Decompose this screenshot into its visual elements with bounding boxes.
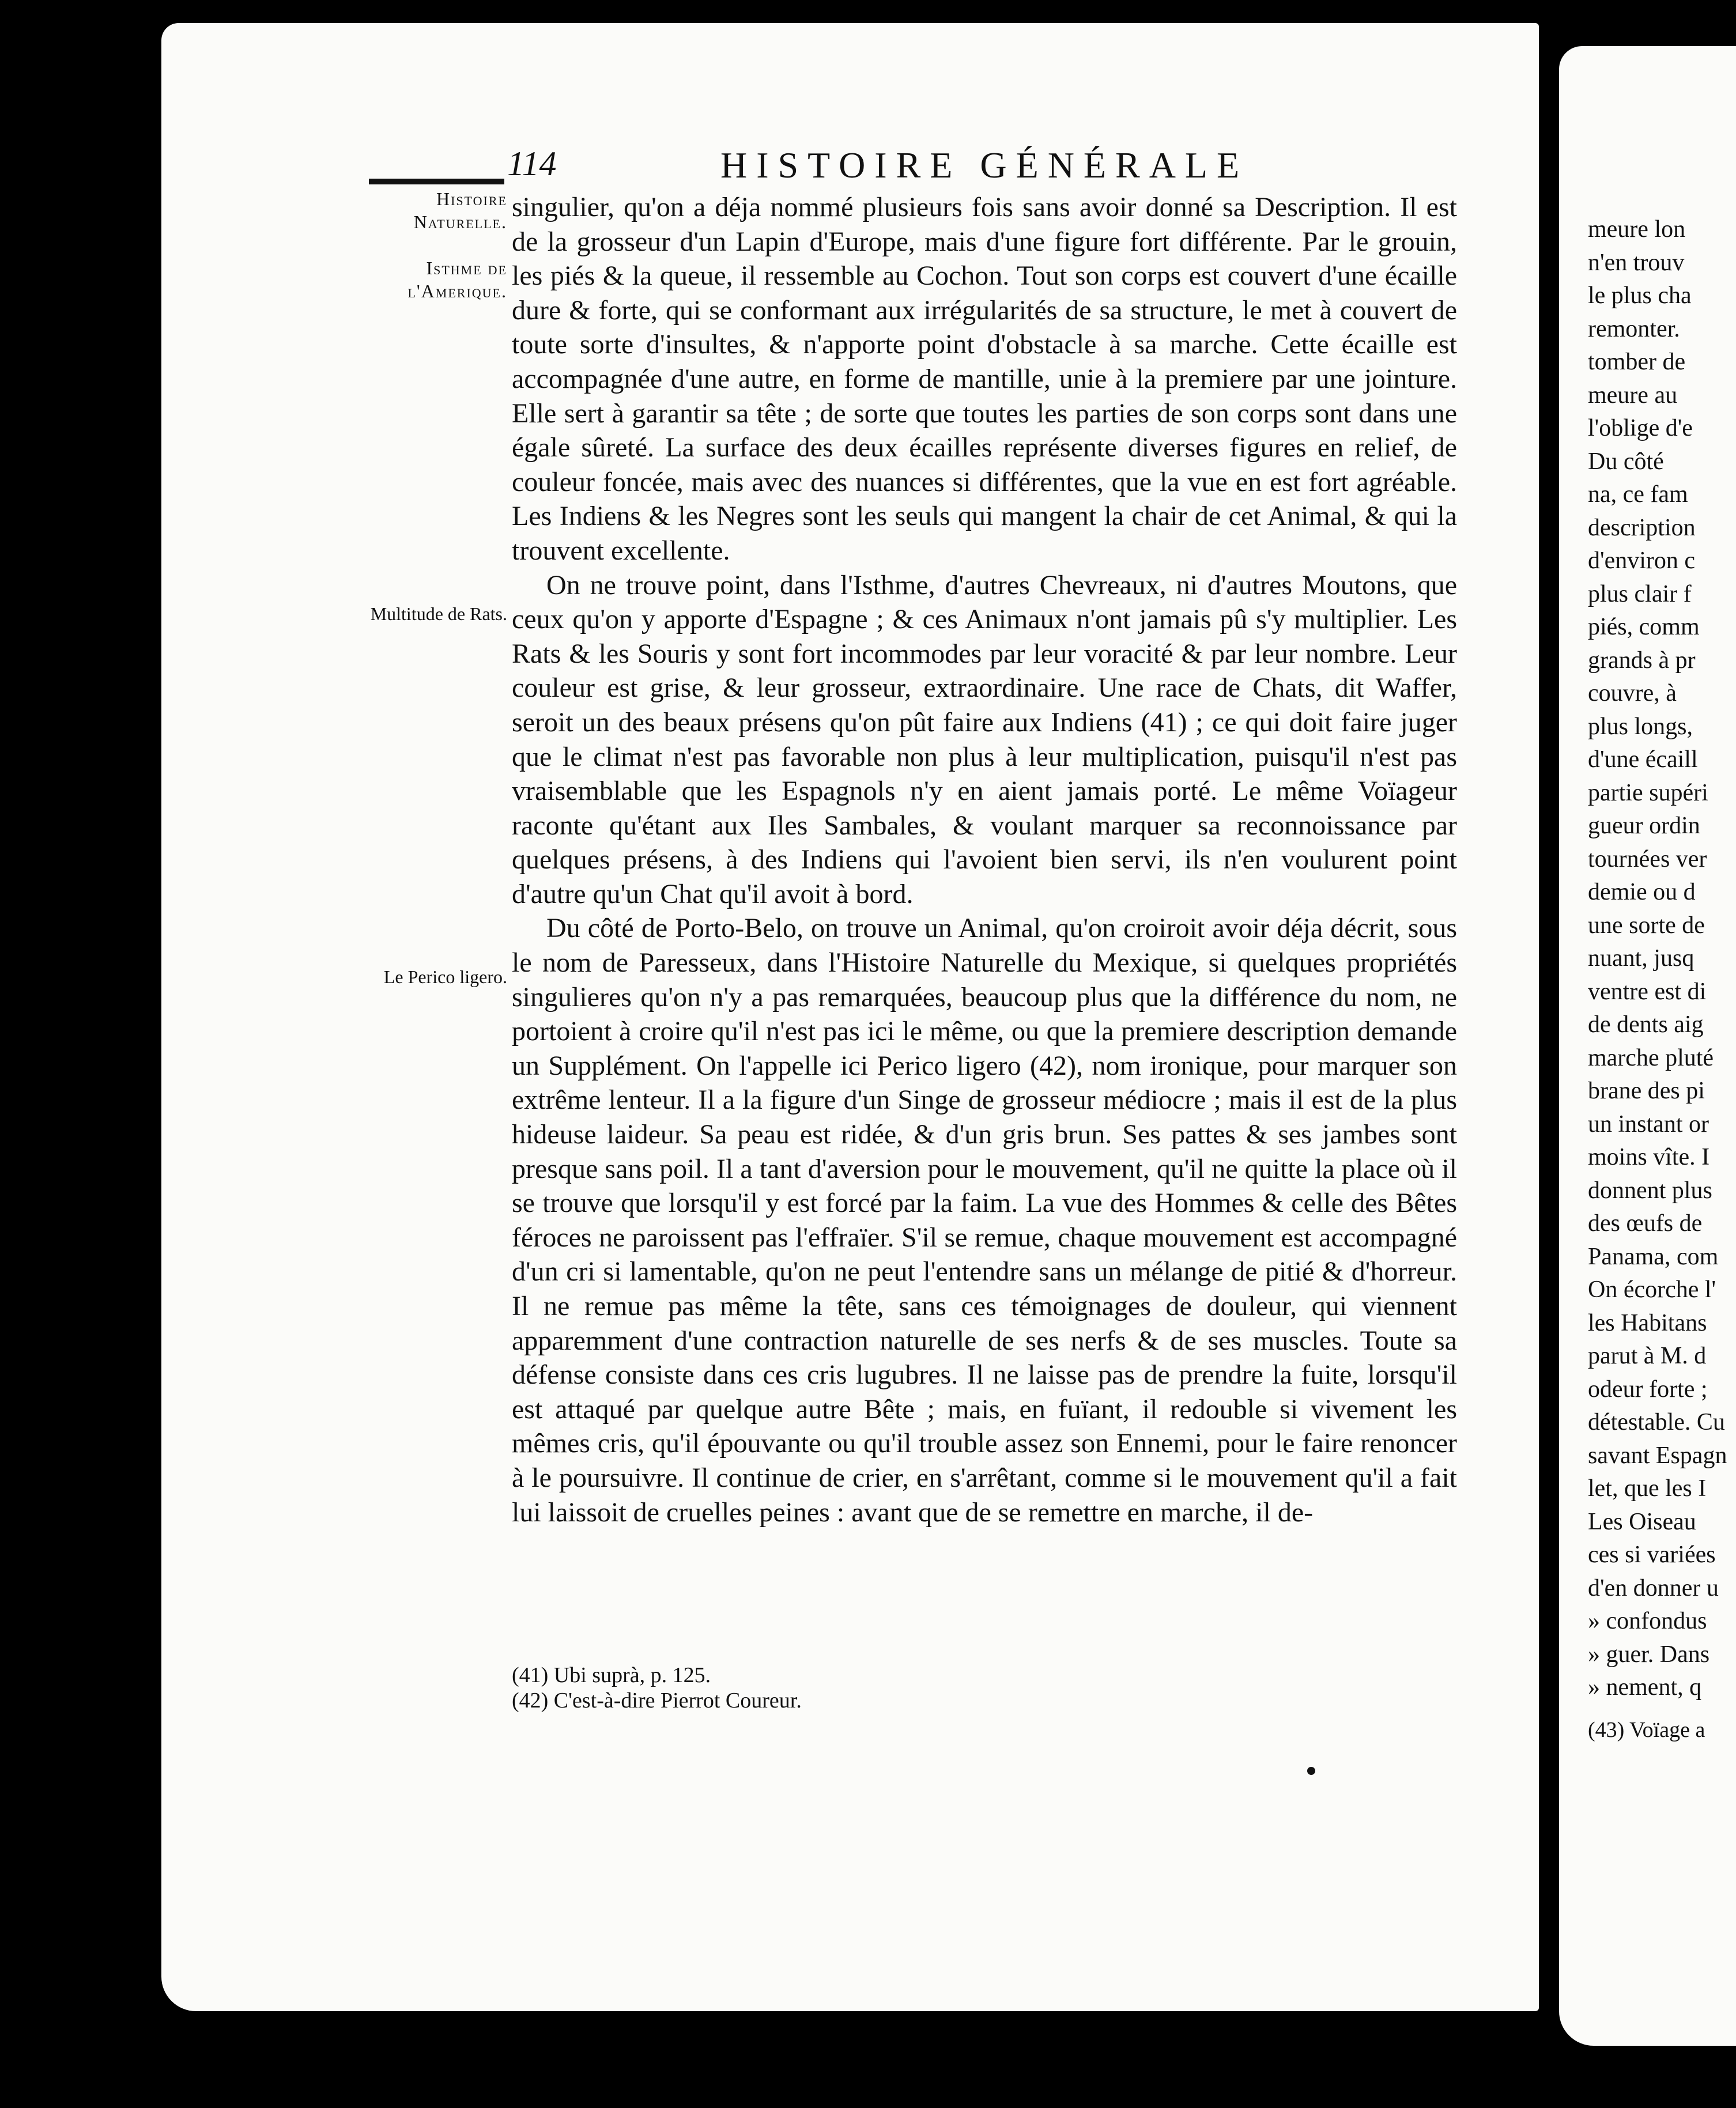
facing-page-line: Les Oiseau — [1588, 1508, 1696, 1535]
facing-page-line: savant Espagn — [1588, 1442, 1727, 1469]
facing-page-line: de dents aig — [1588, 1011, 1704, 1038]
facing-page-line: ces si variées — [1588, 1542, 1716, 1568]
facing-page-line: On écorche l' — [1588, 1276, 1716, 1303]
facing-page-line: remonter. — [1588, 315, 1680, 342]
facing-page-line: let, que les I — [1588, 1475, 1707, 1502]
facing-page-line: plus clair f — [1588, 580, 1692, 607]
facing-page-line: Du côté — [1588, 448, 1664, 475]
facing-page-line: n'en trouv — [1588, 249, 1685, 276]
paragraph-perico: Du côté de Porto-Belo, on trouve un Animal, qu'on croiroit avoir déja décrit, sous le nom de Paresseux, dans l'Histoire Naturelle du Mexique, si quelques propriétés singulieres qu'on n'y a pas remarquées, beaucoup plus que la différence du nom, ne portoient à croire qu'il n'est pas ici le même, ou que la premiere description demande un Supplément. On l'appelle ici Perico ligero (42), nom ironique, pour marquer son extrême lenteur. Il a la figure d'un Singe de grosseur médiocre ; mais il est de la plus hideuse laideur. Sa peau est ridée, & d'un gris brun. Ses pattes & ses jambes sont presque sans poil. Il a tant d'aversion pour le mouvement, qu'il ne quitte la place où il se trouve que lorsqu'il y est forcé par la faim. La vue des Hommes & celle des Bêtes féroces ne paroissent pas l'effraïer. S'il se remue, chaque mouvement est accompagné d'un cri si lamentable, qu'on ne peut l'entendre sans un mélange de pitié & d'horreur. Il ne remue pas même la tête, sans ces témoignages de douleur, qui viennent apparemment d'une contraction naturelle de ses nerfs & de ses muscles. Toute sa défense consiste dans ces cris lugubres. Il ne laisse pas de prendre la fuite, lorsqu'il est attaqué par quelque autre Bête ; mais, en fuïant, il redouble si vivement les mêmes cris, qu'il épouvante ou qu'il trouble assez son Ennemi, pour le faire renoncer à le poursuivre. Il continue de crier, en s'arrêtant, comme si le mouvement qu'il a fait lui laissoit de cruelles peines : avant que de se remettre en marche, il de- — [512, 913, 1457, 1528]
facing-page-line: d'environ c — [1588, 547, 1696, 574]
facing-page-line: des œufs de — [1588, 1210, 1703, 1237]
facing-page-line: na, ce fam — [1588, 481, 1688, 508]
facing-page-line: » confondus — [1588, 1608, 1707, 1634]
facing-page-line: brane des pi — [1588, 1078, 1705, 1104]
facing-page-line: couvre, à — [1588, 680, 1677, 707]
facing-page-line: nuant, jusq — [1588, 945, 1695, 972]
page-number: 114 — [507, 145, 557, 183]
facing-page-line: les Habitans — [1588, 1309, 1707, 1336]
facing-page-line: gueur ordin — [1588, 813, 1700, 839]
facing-page-footnote: (43) Voïage a — [1588, 1718, 1705, 1742]
page-header — [507, 144, 1452, 196]
facing-page-line: moins vîte. I — [1588, 1144, 1710, 1170]
facing-page-line: partie supéri — [1588, 779, 1708, 806]
facing-page-line: détestable. Cu — [1588, 1409, 1725, 1435]
facing-page-line: » guer. Dans — [1588, 1641, 1710, 1668]
facing-page-line: tomber de — [1588, 349, 1686, 375]
paragraph-rats: On ne trouve point, dans l'Isthme, d'autres Chevreaux, ni d'autres Moutons, que ceux qu'on y apporte d'Espagne ; & ces Animaux n'ont jamais pû s'y multiplier. Les Rats & les Souris y sont fort incommodes par leur voracité & par leur nombre. Leur couleur est grise, & leur grosseur, extraordinaire. Une race de Chats, dit Waffer, seroit un des beaux présens qu'on pût faire aux Indiens (41) ; ce qui doit faire juger que le climat n'est pas favorable non plus à leur multiplication, puisqu'il n'est pas vraisemblable que les Espagnols n'y en aient jamais porté. Le même Voïageur raconte qu'étant aux Iles Sambales, & voulant marquer sa reconnoissance par quelques présens, à des Indiens qui l'avoient bien servi, ils n'en voulurent point d'autre qu'un Chat qu'il avoit à bord. — [512, 569, 1457, 909]
facing-page-line: » nement, q — [1588, 1674, 1702, 1701]
margin-note-histoire-naturelle: Histoire Naturelle. — [413, 188, 507, 232]
facing-page-line: d'une écaill — [1588, 746, 1698, 773]
facing-page-line: meure au — [1588, 381, 1678, 409]
facing-page-text — [1588, 213, 1736, 1705]
facing-page-line: ventre est di — [1588, 978, 1707, 1005]
facing-page-line: odeur forte ; — [1588, 1376, 1708, 1403]
facing-page-line: un instant or — [1588, 1110, 1709, 1138]
facing-page-line: parut à M. d — [1588, 1343, 1707, 1369]
facing-page-line: l'oblige d'e — [1588, 415, 1693, 441]
running-title: HISTOIRE GÉNÉRALE — [720, 145, 1249, 186]
facing-page-line: le plus cha — [1588, 282, 1692, 309]
facing-page-line: Panama, com — [1588, 1243, 1719, 1270]
facing-page — [1559, 46, 1736, 2046]
facing-page-line: meure lon — [1588, 216, 1686, 243]
body-text — [512, 190, 1457, 1529]
footnote-41: (41) Ubi suprà, p. 125. — [512, 1663, 711, 1687]
facing-page-line: une sorte de — [1588, 912, 1705, 939]
margin-note-isthme: Isthme de l'Amerique. — [407, 258, 507, 301]
footnotes — [512, 1663, 1203, 1713]
facing-page-line: plus longs, — [1588, 713, 1693, 740]
facing-page-line: description — [1588, 514, 1696, 541]
facing-page-line: tournées ver — [1588, 845, 1707, 872]
ink-dot — [1307, 1767, 1315, 1775]
margin-note-perico-ligero: Le Perico ligero. — [383, 966, 507, 987]
facing-page-line: piés, comm — [1588, 614, 1700, 640]
facing-page-line: marche pluté — [1588, 1044, 1714, 1071]
margin-note-rats: Multitude de Rats. — [370, 603, 507, 624]
facing-page-line: donnent plus — [1588, 1177, 1712, 1204]
facing-page-line: d'en donner u — [1588, 1574, 1719, 1601]
facing-page-line: grands à pr — [1588, 647, 1696, 674]
paragraph-tatou: singulier, qu'on a déja nommé plusieurs fois sans avoir donné sa Description. Il est de la grosseur d'un Lapin d'Europe, mais d'une figure fort différente. Par le grouin, les piés & la queue, il ressemble au Cochon. Tout son corps est couvert d'une écaille dure & forte, qui se conformant aux irrégularités de sa structure, le met à couvert de toute sorte d'insultes, & n'apporte point d'obstacle à sa marche. Cette écaille est accompagnée d'une autre, en forme de mantille, unie à la premiere par une jointure. Elle sert à garantir sa tête ; de sorte que toutes les parties de son corps sont dans une égale sûreté. La surface des deux écailles représente diverses figures en relief, de couleur foncée, mais avec des nuances si différentes, que la vue en est fort agréable. Les Indiens & les Negres sont les seuls qui mangent la chair de cet Animal, & qui la trouvent excellente. — [512, 192, 1457, 566]
facing-page-line: demie ou d — [1588, 879, 1696, 905]
margin-rule — [369, 179, 504, 184]
footnote-42: (42) C'est-à-dire Pierrot Coureur. — [512, 1688, 802, 1713]
